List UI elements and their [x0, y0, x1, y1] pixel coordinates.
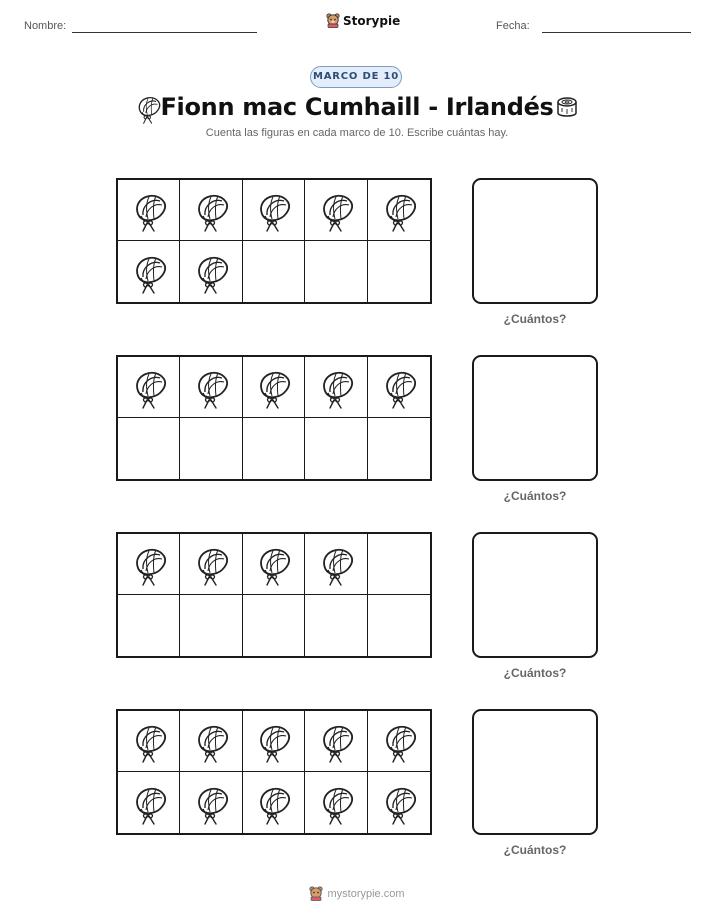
frame-cell	[118, 357, 180, 418]
frame-cell	[180, 595, 242, 656]
frame-cell	[243, 534, 305, 595]
frame-cell	[118, 595, 180, 656]
bonnet-icon	[379, 188, 419, 232]
frame-cell	[180, 711, 242, 772]
frame-cell	[243, 418, 305, 479]
frame-cell	[305, 534, 367, 595]
bonnet-icon	[253, 365, 293, 409]
bonnet-icon	[253, 542, 293, 586]
ten-frame	[116, 178, 432, 304]
bonnet-icon	[129, 188, 169, 232]
date-line[interactable]	[542, 32, 691, 33]
frame-cell	[368, 534, 430, 595]
bonnet-icon	[191, 719, 231, 763]
frame-cell	[368, 357, 430, 418]
bonnet-icon	[191, 542, 231, 586]
frame-cell	[180, 418, 242, 479]
bonnet-icon	[129, 542, 169, 586]
frame-cell	[368, 180, 430, 241]
frame-cell	[180, 357, 242, 418]
stump-icon	[553, 93, 581, 121]
bonnet-icon	[316, 542, 356, 586]
bonnet-icon	[379, 781, 419, 825]
frame-cell	[368, 711, 430, 772]
frame-cell	[118, 711, 180, 772]
frame-cell	[305, 180, 367, 241]
name-label: Nombre:	[24, 20, 67, 32]
frame-cell	[305, 711, 367, 772]
frame-cell	[243, 711, 305, 772]
bonnet-icon	[316, 188, 356, 232]
frame-cell	[305, 418, 367, 479]
bonnet-icon	[253, 188, 293, 232]
bonnet-icon	[379, 719, 419, 763]
bonnet-icon	[253, 781, 293, 825]
name-line[interactable]	[72, 32, 257, 33]
brand-name: Storypie	[343, 13, 401, 28]
bonnet-icon	[191, 365, 231, 409]
bonnet-icon	[253, 719, 293, 763]
bonnet-icon	[316, 365, 356, 409]
ten-frame	[116, 709, 432, 835]
frame-cell	[305, 357, 367, 418]
ten-frame	[116, 532, 432, 658]
bonnet-icon	[129, 250, 169, 294]
frame-cell	[118, 418, 180, 479]
answer-box[interactable]	[472, 532, 598, 658]
answer-box[interactable]	[472, 355, 598, 481]
page-title: Fionn mac Cumhaill - Irlandés	[160, 93, 554, 121]
frame-cell	[243, 241, 305, 302]
bonnet-icon	[379, 365, 419, 409]
bear-mascot-icon	[326, 13, 340, 28]
instructions: Cuenta las figuras en cada marco de 10. Escribe cuántas hay.	[205, 127, 509, 139]
worksheet-type-badge: MARCO DE 10	[310, 66, 402, 88]
frame-cell	[368, 595, 430, 656]
brand-logo	[326, 13, 400, 28]
frame-cell	[118, 534, 180, 595]
bonnet-icon	[129, 719, 169, 763]
date-label: Fecha:	[496, 20, 530, 32]
bonnet-icon	[129, 781, 169, 825]
frame-cell	[243, 180, 305, 241]
frame-cell	[305, 772, 367, 833]
frame-cell	[118, 180, 180, 241]
bonnet-icon	[191, 188, 231, 232]
bonnet-icon	[129, 365, 169, 409]
answer-label: ¿Cuántos?	[503, 666, 567, 680]
bonnet-icon	[191, 781, 231, 825]
footer	[0, 886, 714, 901]
answer-box[interactable]	[472, 709, 598, 835]
bonnet-icon	[316, 719, 356, 763]
frame-cell	[368, 772, 430, 833]
ten-frame	[116, 355, 432, 481]
frame-cell	[118, 241, 180, 302]
bear-mascot-icon	[309, 886, 323, 901]
frame-cell	[180, 180, 242, 241]
frame-cell	[180, 772, 242, 833]
answer-label: ¿Cuántos?	[503, 489, 567, 503]
frame-cell	[180, 241, 242, 302]
frame-cell	[243, 357, 305, 418]
answer-label: ¿Cuántos?	[503, 312, 567, 326]
frame-cell	[368, 241, 430, 302]
frame-cell	[305, 241, 367, 302]
frame-cell	[305, 595, 367, 656]
bonnet-icon	[191, 250, 231, 294]
frame-cell	[243, 772, 305, 833]
answer-label: ¿Cuántos?	[503, 843, 567, 857]
frame-cell	[118, 772, 180, 833]
bonnet-icon	[316, 781, 356, 825]
frame-cell	[243, 595, 305, 656]
frame-cell	[368, 418, 430, 479]
answer-box[interactable]	[472, 178, 598, 304]
frame-cell	[180, 534, 242, 595]
footer-url: mystorypie.com	[327, 887, 405, 900]
